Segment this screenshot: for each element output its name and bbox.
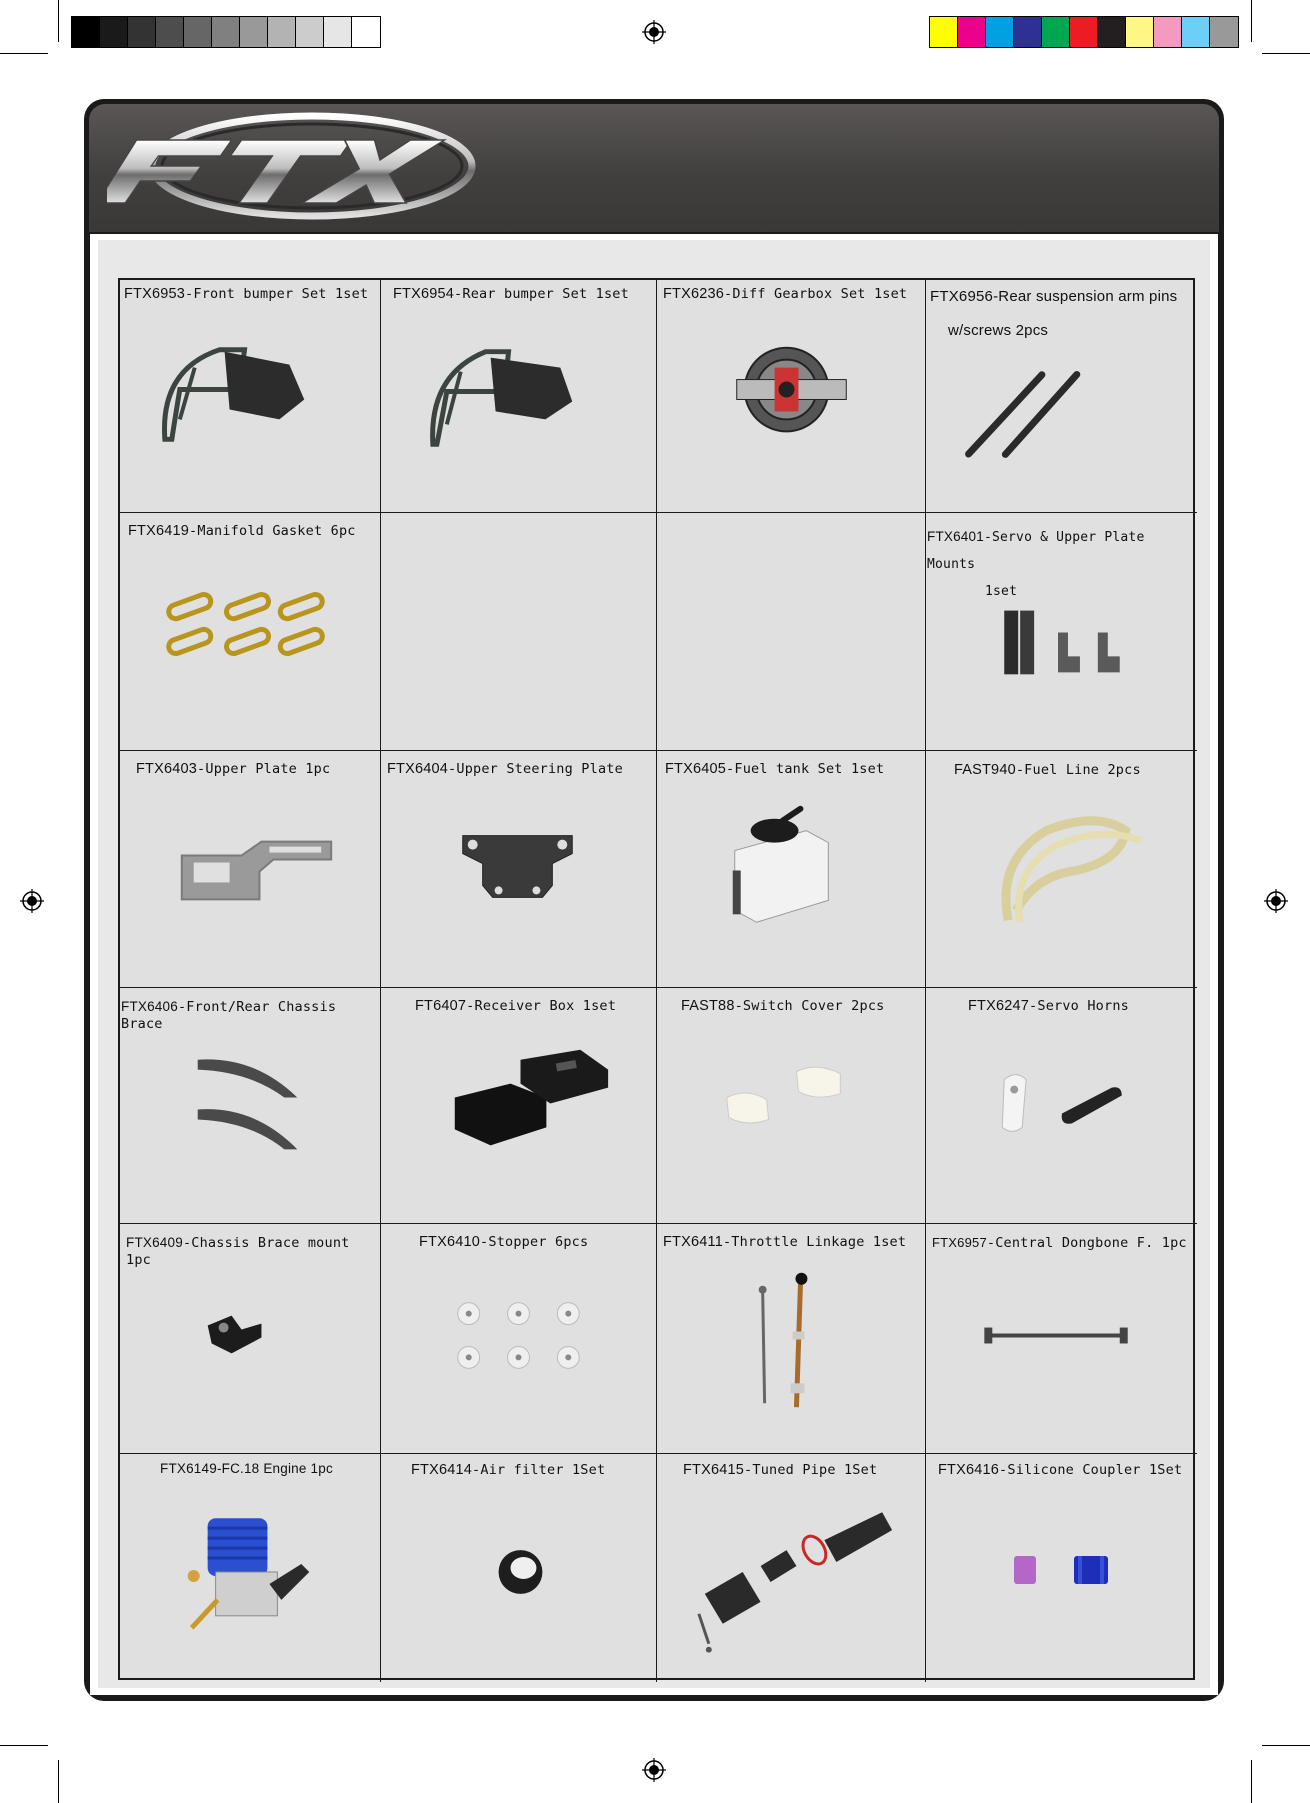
color-swatch	[1070, 17, 1098, 47]
part-cell	[926, 751, 1197, 988]
air-filter-icon	[381, 1454, 656, 1682]
part-desc: -Front/Rear Chassis Brace	[121, 999, 337, 1032]
part-cell	[120, 513, 381, 751]
part-desc: -Silicone Coupler 1Set	[999, 1462, 1183, 1478]
stopper-icon	[381, 1224, 656, 1453]
part-code: FTX6416	[938, 1462, 1000, 1478]
crop-mark	[1251, 0, 1252, 42]
part-code: FTX6410	[419, 1234, 481, 1250]
gray-scale-bar	[71, 16, 381, 48]
part-desc: -Air filter 1Set	[472, 1462, 606, 1478]
color-swatch	[212, 17, 240, 47]
color-swatch	[128, 17, 156, 47]
part-code: FTX6406	[121, 999, 178, 1014]
part-code: FTX6401	[927, 529, 984, 544]
part-cell	[120, 280, 381, 513]
part-code: FAST88	[681, 998, 735, 1014]
color-swatch	[986, 17, 1014, 47]
suspension-pins-icon	[926, 280, 1197, 512]
part-cell	[657, 1454, 926, 1682]
header-banner	[89, 104, 1219, 232]
crop-mark	[1262, 1745, 1310, 1746]
registration-mark-icon	[642, 20, 666, 44]
part-desc: -Throttle Linkage 1set	[722, 1234, 907, 1250]
color-swatch	[240, 17, 268, 47]
part-desc-line2: 1set	[985, 584, 1018, 599]
color-swatch	[1210, 17, 1238, 47]
part-cell	[657, 988, 926, 1224]
part-desc-line2: w/screws 2pcs	[948, 322, 1049, 339]
front-bumper-icon	[120, 280, 380, 512]
color-swatch	[72, 17, 100, 47]
engine-icon	[120, 1454, 380, 1682]
empty-cell	[381, 513, 657, 751]
receiver-box-icon	[381, 988, 656, 1223]
crop-mark	[0, 53, 48, 54]
part-code: FTX6419	[128, 523, 190, 539]
ftx-logo-icon	[107, 108, 487, 228]
color-swatch	[268, 17, 296, 47]
part-cell	[120, 1224, 381, 1454]
color-swatch	[156, 17, 184, 47]
part-code: FTX6415	[683, 1462, 745, 1478]
dogbone-icon	[926, 1224, 1197, 1453]
color-swatch	[1014, 17, 1042, 47]
color-swatch	[296, 17, 324, 47]
part-desc: -Upper Steering Plate	[448, 761, 623, 777]
part-cell	[657, 280, 926, 513]
steering-plate-icon	[381, 751, 656, 987]
color-swatch	[958, 17, 986, 47]
servo-horns-icon	[926, 988, 1197, 1223]
brace-mount-icon	[120, 1224, 380, 1453]
part-desc: -Servo Horns	[1029, 998, 1129, 1014]
part-desc: -Servo & Upper Plate Mounts	[927, 530, 1145, 572]
manifold-gasket-icon	[120, 513, 380, 750]
fuel-tank-icon	[657, 751, 925, 987]
part-code: FTX6956	[930, 288, 994, 305]
part-code: FTX6414	[411, 1462, 473, 1478]
part-desc: -FC.18 Engine 1pc	[216, 1461, 333, 1476]
tuned-pipe-icon	[657, 1454, 925, 1682]
part-cell	[926, 1224, 1197, 1454]
part-cell	[381, 1224, 657, 1454]
color-swatch	[930, 17, 958, 47]
crop-mark	[0, 1745, 48, 1746]
crop-mark	[1251, 1760, 1252, 1803]
registration-mark-icon	[642, 1758, 666, 1782]
color-swatch	[1042, 17, 1070, 47]
registration-mark-icon	[20, 889, 44, 913]
part-cell	[657, 1224, 926, 1454]
part-cell	[381, 988, 657, 1224]
rear-bumper-icon	[381, 280, 656, 512]
fuel-line-icon	[926, 751, 1197, 987]
upper-plate-icon	[120, 751, 380, 987]
part-code: FTX6247	[968, 998, 1030, 1014]
crop-mark	[58, 1760, 59, 1803]
part-code: FT6407	[415, 998, 467, 1014]
part-desc: -Central Dongbone F. 1pc	[986, 1235, 1187, 1251]
part-desc: -Upper Plate 1pc	[197, 761, 331, 777]
part-desc: -Diff Gearbox Set 1set	[724, 286, 908, 302]
part-code: FTX6403	[136, 761, 198, 777]
part-code: FTX6954	[393, 286, 455, 302]
part-desc: -Tuned Pipe 1Set	[744, 1462, 878, 1478]
part-code: FTX6409	[126, 1235, 183, 1250]
part-cell	[657, 751, 926, 988]
part-cell	[926, 513, 1197, 751]
part-desc: -Rear suspension arm pins	[993, 288, 1178, 305]
part-desc: -Receiver Box 1set	[466, 998, 617, 1014]
part-desc: -Chassis Brace mount 1pc	[126, 1235, 350, 1268]
part-desc: -Front bumper Set 1set	[185, 286, 369, 302]
empty-cell	[657, 513, 926, 751]
color-swatch	[1182, 17, 1210, 47]
color-bar	[929, 16, 1239, 48]
part-code: FTX6411	[663, 1234, 723, 1250]
part-code: FTX6404	[387, 761, 449, 777]
color-swatch	[324, 17, 352, 47]
part-cell	[381, 280, 657, 513]
part-code: FTX6149	[160, 1461, 217, 1476]
chassis-brace-icon	[120, 988, 380, 1223]
part-cell	[926, 1454, 1197, 1682]
throttle-linkage-icon	[657, 1224, 925, 1453]
color-swatch	[1126, 17, 1154, 47]
part-code: FAST940	[954, 762, 1016, 778]
crop-mark	[1262, 53, 1310, 54]
color-swatch	[1154, 17, 1182, 47]
part-code: FTX6405	[665, 761, 727, 777]
part-cell	[381, 751, 657, 988]
part-desc: -Manifold Gasket 6pc	[189, 523, 356, 539]
part-desc: -Fuel tank Set 1set	[726, 761, 885, 777]
diff-gearbox-icon	[657, 280, 925, 512]
part-desc: -Fuel Line 2pcs	[1015, 762, 1141, 778]
switch-cover-icon	[657, 988, 925, 1223]
part-cell	[120, 1454, 381, 1682]
part-desc: -Rear bumper Set 1set	[454, 286, 629, 302]
crop-mark	[58, 0, 59, 42]
servo-mounts-icon	[926, 513, 1197, 750]
part-code: FTX6957	[932, 1235, 987, 1250]
part-cell	[926, 988, 1197, 1224]
part-cell	[120, 988, 381, 1224]
part-code: FTX6953	[124, 286, 186, 302]
part-desc: -Switch Cover 2pcs	[734, 998, 885, 1014]
color-swatch	[184, 17, 212, 47]
part-cell	[381, 1454, 657, 1682]
registration-mark-icon	[1264, 889, 1288, 913]
color-swatch	[100, 17, 128, 47]
parts-grid	[118, 278, 1195, 1680]
color-swatch	[1098, 17, 1126, 47]
part-desc: -Stopper 6pcs	[480, 1234, 589, 1250]
silicone-coupler-icon	[926, 1454, 1197, 1682]
part-cell	[120, 751, 381, 988]
part-cell	[926, 280, 1197, 513]
color-swatch	[352, 17, 380, 47]
part-code: FTX6236	[663, 286, 725, 302]
